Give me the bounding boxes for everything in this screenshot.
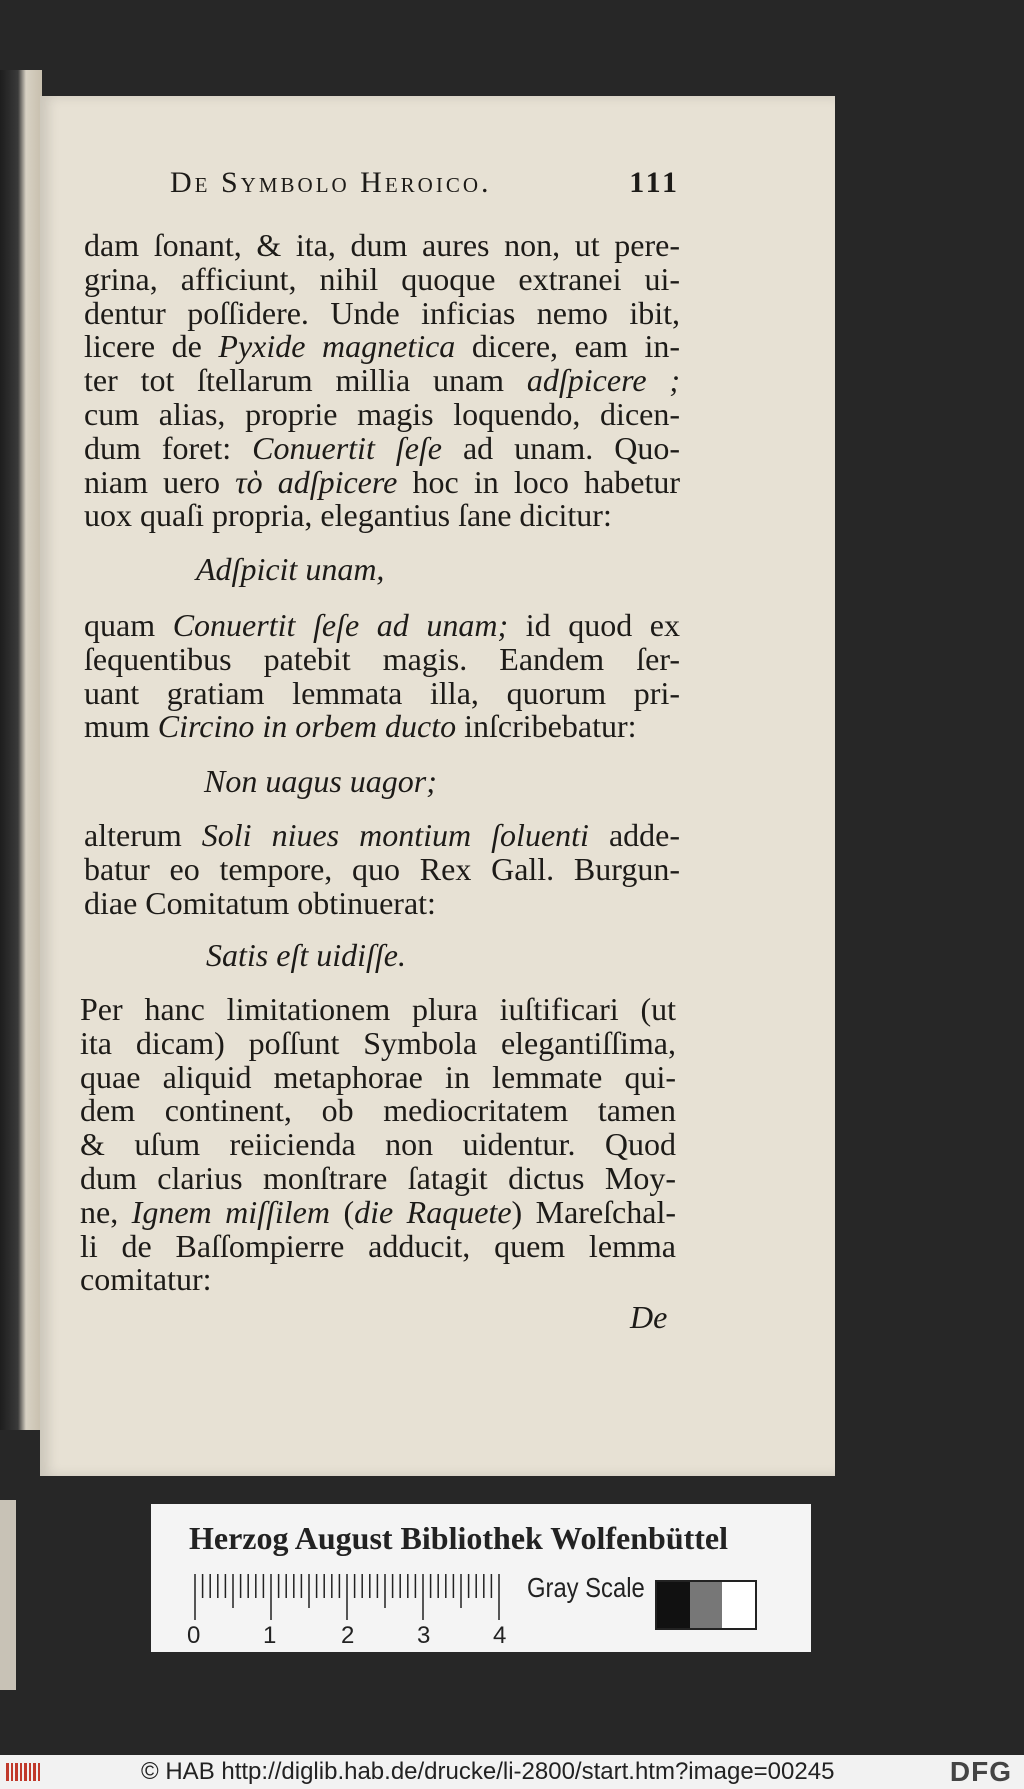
italic-run: Soli niues montium ſoluenti <box>201 817 589 853</box>
ruler-number-3: 3 <box>417 1622 431 1649</box>
text-line <box>84 431 680 465</box>
lemma-3: Satis eſt uidiſſe. <box>206 937 406 973</box>
book-spine-edge <box>0 1500 16 1690</box>
italic-run: Conuertit ſeſe <box>252 429 442 466</box>
page-number: 111 <box>629 166 680 199</box>
italic-run: Circino in orbem ducto <box>157 708 457 745</box>
text-line <box>80 1060 676 1094</box>
text-line <box>84 608 680 642</box>
text-run: diae Comitatum obtinuerat: <box>84 884 436 921</box>
text-line <box>80 1229 676 1263</box>
ruler-scale <box>193 1572 513 1622</box>
text-run: licere de <box>84 328 219 365</box>
text-run: uox quaſi propria, elegantius ſane dicitur: <box>84 497 612 534</box>
text-line <box>84 709 680 743</box>
text-line <box>80 1262 676 1296</box>
text-line <box>84 818 680 852</box>
text-run: ſequentibus patebit magis. Eandem ſer- <box>84 640 680 677</box>
text-run: adde- <box>588 817 681 853</box>
calibration-card <box>151 1504 811 1652</box>
gray-scale-swatches <box>655 1580 757 1630</box>
text-run: Per hanc limitationem plura iuſtificari (ut <box>80 991 676 1027</box>
gray-swatch-mid <box>690 1582 723 1628</box>
library-title: Herzog August Bibliothek Wolfenbüttel <box>189 1520 729 1556</box>
text-run: mum <box>84 708 158 745</box>
text-line <box>84 296 680 330</box>
text-line <box>84 262 680 296</box>
text-run: id quod ex <box>508 607 681 643</box>
lemma-1: Adſpicit unam, <box>196 551 385 587</box>
text-line <box>84 397 680 431</box>
text-line <box>80 1026 676 1060</box>
text-run: ( <box>329 1193 355 1230</box>
ruler-number-0: 0 <box>187 1622 201 1649</box>
italic-run: Conuertit ſeſe ad unam; <box>172 607 509 643</box>
ruler-number-2: 2 <box>341 1622 355 1649</box>
text-line <box>80 1161 676 1195</box>
text-line <box>84 329 680 363</box>
text-run: hoc in loco habetur <box>397 463 681 500</box>
italic-run: die Raquete <box>354 1193 512 1230</box>
text-line <box>80 1127 676 1161</box>
text-run: dentur poſſidere. Unde inficias nemo ibit, <box>84 294 680 331</box>
text-run: dem continent, ob mediocritatem tamen <box>80 1092 676 1129</box>
text-run: & uſum reiicienda non uidentur. Quod <box>80 1126 676 1163</box>
text-line <box>84 852 680 886</box>
copyright-url: © HAB http://diglib.hab.de/drucke/li-2800/start.htm?image=00245 <box>141 1758 835 1785</box>
text-line <box>84 676 680 710</box>
text-run: dam ſonant, & ita, dum aures non, ut pere- <box>84 227 680 263</box>
text-run: batur eo tempore, quo Rex Gall. Burgun- <box>84 850 680 887</box>
text-run: uant gratiam lemmata illa, quorum pri- <box>84 674 680 711</box>
text-run: dicere, eam in- <box>455 328 681 365</box>
text-run: li de Baſſompierre adducit, quem lemma <box>80 1227 676 1264</box>
ruler-number-4: 4 <box>493 1622 507 1649</box>
text-run: inſcribebatur: <box>456 708 637 745</box>
text-run: niam uero <box>84 463 236 500</box>
italic-run: Pyxide magnetica <box>218 328 456 365</box>
italic-run: adſpicere ; <box>526 362 681 399</box>
hab-barcode-icon <box>6 1761 44 1783</box>
running-header <box>170 166 680 200</box>
text-line <box>84 642 680 676</box>
text-line <box>84 886 680 920</box>
ruler-number-1: 1 <box>263 1622 277 1649</box>
text-line <box>80 1195 676 1229</box>
text-line <box>84 228 680 262</box>
text-run: ad unam. Quo- <box>442 429 681 466</box>
gray-scale-label: Gray Scale <box>527 1572 645 1603</box>
text-line <box>84 363 680 397</box>
footer-bar <box>0 1755 1024 1789</box>
dfg-logo: DFG <box>949 1756 1012 1787</box>
lemma-2: Non uagus uagor; <box>204 763 437 799</box>
text-run: cum alias, proprie magis loquendo, dicen- <box>84 396 680 432</box>
gray-swatch-dark <box>657 1582 690 1628</box>
text-run: dum foret: <box>84 429 253 466</box>
text-line <box>84 498 680 532</box>
italic-run: τὸ adſpicere <box>235 463 398 500</box>
header-title: De Symbolo Heroico. <box>170 166 492 199</box>
text-run: ter tot ſtellarum millia unam <box>84 362 527 399</box>
text-run: comitatur: <box>80 1261 212 1298</box>
catchword: De <box>630 1299 668 1335</box>
text-run: quam <box>84 607 173 643</box>
text-run: ita dicam) poſſunt Symbola elegantiſſima, <box>80 1024 676 1061</box>
text-run: grina, afficiunt, nihil quoque extranei ui- <box>84 260 680 297</box>
text-run: ) Mareſchal- <box>511 1193 676 1230</box>
italic-run: Ignem miſſilem <box>131 1193 330 1230</box>
text-line <box>84 465 680 499</box>
gray-swatch-light <box>722 1582 755 1628</box>
text-line <box>80 992 676 1026</box>
text-run: quae aliquid metaphorae in lemmate qui- <box>80 1058 676 1095</box>
previous-page-edge <box>0 70 42 1430</box>
text-run: ne, <box>80 1193 132 1230</box>
text-run: dum clarius monſtrare ſatagit dictus Moy- <box>80 1160 676 1196</box>
text-run: alterum <box>84 817 202 853</box>
text-line <box>80 1093 676 1127</box>
